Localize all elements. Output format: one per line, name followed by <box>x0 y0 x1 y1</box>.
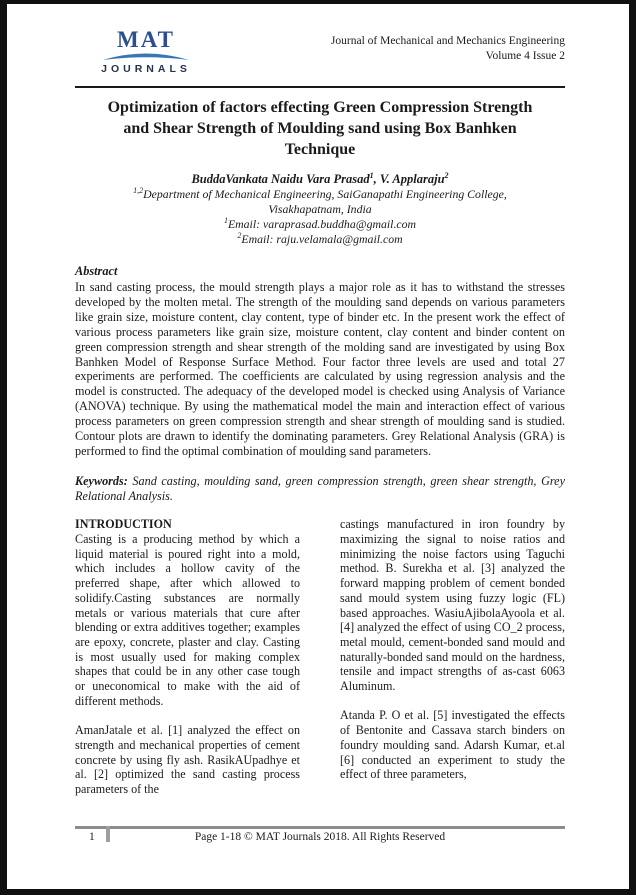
author-2-name: V. Applaraju <box>379 172 445 186</box>
journal-name: Journal of Mechanical and Mechanics Engineering <box>330 35 565 47</box>
affiliation-superscript: 1,2 <box>133 186 144 196</box>
email-1-text: Email: varaprasad.buddha@gmail.com <box>227 217 417 231</box>
left-column <box>75 517 300 796</box>
page-footer <box>75 826 565 845</box>
introduction-paragraph-1: Casting is a producing method by which a liquid material is poured right into a mold, which includes a hollow cavity of the preferred shape, after which allowed to solidify.Casting substances are normally metals or various materials that cure after blending or extra additives together; examples are epoxy, concrete, plaster and clay. Casting is most usually used for making complex shapes that could be in any other case tough or uneconomical to make with the aid of different methods. <box>75 531 300 708</box>
affiliation-text: Department of Mechanical Engineering, SaiGanapathi Engineering College, <box>143 187 507 201</box>
introduction-heading: INTRODUCTION <box>75 517 172 532</box>
logo-swoosh-icon <box>102 51 190 61</box>
journal-header <box>75 29 565 75</box>
author-1-name: BuddaVankata Naidu Vara Prasad <box>191 172 370 186</box>
author-1-email <box>75 217 565 232</box>
keywords-line <box>75 474 565 504</box>
author-separator: , <box>373 172 380 186</box>
paper-title <box>75 97 565 160</box>
abstract-heading: Abstract <box>75 264 118 278</box>
two-column-body <box>75 517 565 796</box>
abstract-body: In sand casting process, the mould strength plays a major role as it has to withstand the stresses developed by the molten metal. The strength of the moulding sand depends on various parameters like grain size, moisture content, clay content, type of binder etc. In the present work the effect of various process parameters like grain size, moisture content, clay content and binder content on green compression strength and shear strength of the molding sand are investigated by using Box Banhken Model of Response Surface Method. Four factor three levels are used and total 27 experiments are performed. The coefficients are calculated by using regression analysis and the model is constructed. The adequacy of the developed model is checked using Analysis of Variance (ANOVA) technique. By using the mathematical model the main and interaction effect of various process parameters on green compression strength and shear strength of moulding sand is studied. Contour plots are drawn to identify the dominating parameters. Grey Relational Analysis (GRA) is performed to find the optimal combination of moulding sand parameters. <box>75 280 565 458</box>
journal-info <box>331 29 565 64</box>
email-2-text: Email: raju.velamala@gmail.com <box>241 232 403 246</box>
page-number: 1 <box>89 831 95 843</box>
introduction-paragraph-2: AmanJatale et al. [1] analyzed the effect on strength and mechanical properties of cement concrete by using fly ash. RasikAUpadhye et al. [2] optimized the sand casting process parameters of the <box>75 723 300 796</box>
journal-volume-issue: Volume 4 Issue 2 <box>485 50 565 62</box>
page-content <box>7 4 629 797</box>
mat-journals-logo <box>101 29 191 75</box>
header-divider <box>75 86 565 88</box>
paper-title-line-1: Optimization of factors effecting Green Compression Strength <box>107 99 533 116</box>
paper-title-line-2: and Shear Strength of Moulding sand using Box Banhken <box>123 120 517 137</box>
page-number-divider <box>106 826 110 842</box>
keywords-text: Sand casting, moulding sand, green compression strength, green shear strength, Grey Relational Analysis. <box>75 473 565 504</box>
introduction-paragraph-3: castings manufactured in iron foundry by maximizing the signal to noise ratios and minimizing the noise factors using Taguchi method. B. Surekha et al. [3] analyzed the forward mapping problem of cement bonded sand mould system using fuzzy logic (FL) based approaches. WasiuAjibolaAyoola et al. [4] analyzed the effect of using CO_2 process, metal mould, cement-bonded sand mould and naturally-bonded sand mould on the hardness, tensile and impact strengths of as-cast 6063 Aluminum. <box>340 517 565 694</box>
logo-text-journals: JOURNALS <box>101 63 191 75</box>
paper-title-line-3: Technique <box>284 141 356 158</box>
affiliation-line-2: Visakhapatnam, India <box>268 202 372 216</box>
right-column <box>340 517 565 796</box>
author-1-superscript: 1 <box>369 170 374 180</box>
logo-text-mat: MAT <box>117 27 175 52</box>
email-1-superscript: 1 <box>223 216 228 226</box>
footer-copyright-text: Page 1-18 © MAT Journals 2018. All Rights Reserved <box>194 831 446 843</box>
affiliation-line-1 <box>75 187 565 202</box>
email-2-superscript: 2 <box>237 231 242 241</box>
author-2-email <box>75 232 565 247</box>
author-2-superscript: 2 <box>444 170 449 180</box>
author-names <box>75 171 565 187</box>
authors-block <box>75 171 565 247</box>
footer-row <box>75 829 565 845</box>
keywords-label: Keywords: <box>75 473 128 488</box>
introduction-paragraph-4: Atanda P. O et al. [5] investigated the effects of Bentonite and Cassava starch binders on foundry moulding sand. Adarsh Kumar, et.al [6] conducted an experiment to study the effect of three parameters, <box>340 708 565 782</box>
